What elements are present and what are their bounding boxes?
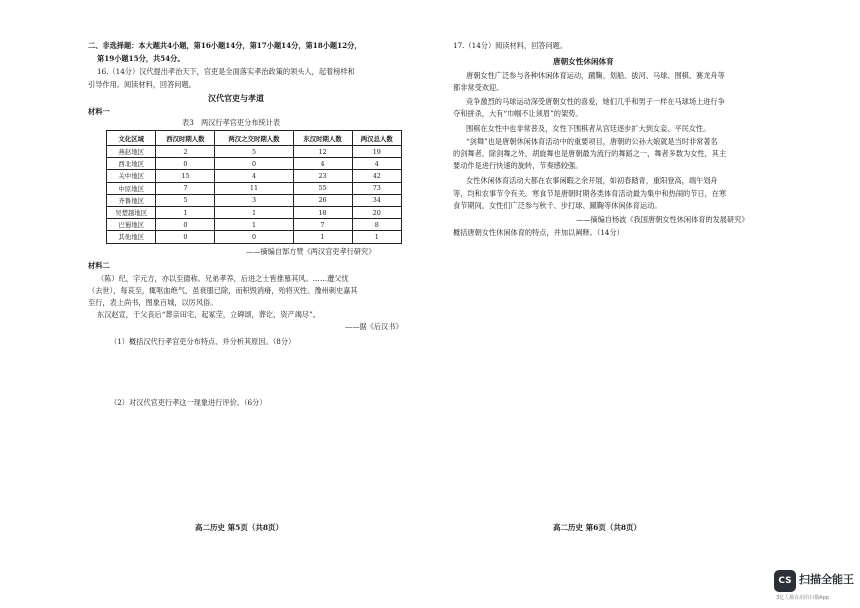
region-cell: 其他地区 — [107, 231, 156, 243]
page-footer-right: 高二历史 第6页（共8页） — [553, 523, 642, 532]
table-row — [107, 206, 402, 218]
camscanner-logo-icon: CS — [774, 570, 796, 592]
section-heading-cont: 第19小题15分，共54分。 — [97, 54, 185, 63]
table-header-cell: 东汉时期人数 — [293, 131, 352, 146]
material2-line2: （去世），每哀至，辄呕血绝气，虽衰服已除，而积毁消瘠，殆将灭性。豫州刺史嘉其 — [88, 286, 358, 295]
material2-label: 材料二 — [88, 261, 110, 270]
para2-line1: 竞争激烈的马球运动深受唐朝女性的喜爱，她们几乎和男子一样在马球场上进行争 — [466, 97, 725, 106]
region-cell: 关中地区 — [107, 170, 156, 182]
para1-line1: 唐朝女性广泛参与各种休闲体育运动，蹴鞠、划船、拔河、马球、围棋、赛龙舟等 — [466, 71, 725, 80]
para1-line2: 都非常受欢迎。 — [453, 83, 504, 92]
material2-source: ——据《后汉书》 — [345, 322, 403, 331]
question-2: （2）对汉代官吏行孝这一现象进行评价。（6分） — [110, 398, 267, 407]
value-cell: 2 — [156, 146, 215, 158]
para4-line3: 要动作是进行快速的旋转，节奏感较强。 — [453, 161, 583, 170]
value-cell: 5 — [215, 146, 293, 158]
value-cell: 1 — [215, 206, 293, 218]
value-cell: 26 — [293, 194, 352, 206]
value-cell: 4 — [352, 158, 401, 170]
right-exam-page — [430, 0, 860, 608]
region-cell: 吴楚越地区 — [107, 206, 156, 218]
value-cell: 4 — [215, 170, 293, 182]
value-cell: 18 — [293, 206, 352, 218]
table-row — [107, 146, 402, 158]
value-cell: 0 — [215, 231, 293, 243]
para4-line1: “剑舞”也是唐朝休闲体育活动中的重要项目，唐朝的公孙大娘就是当时非常著名 — [466, 137, 718, 146]
value-cell: 1 — [293, 231, 352, 243]
question-1: （1）概括汉代行孝官吏分布特点、并分析其原因。（8分） — [110, 337, 296, 346]
q16-intro-line2: 引导作用。阅读材料，回答问题。 — [88, 80, 196, 89]
value-cell: 73 — [352, 182, 401, 194]
material-title: 汉代官吏与孝道 — [208, 93, 264, 103]
para5-line2: 等，均和农事节令有关。寒食节是唐朝时期各类体育活动最为集中和热闹的节日，在寒 — [453, 189, 727, 198]
value-cell: 0 — [156, 219, 215, 231]
value-cell: 3 — [215, 194, 293, 206]
material-title-right: 唐朝女性休闲体育 — [553, 57, 614, 66]
table-header-cell: 西汉时期人数 — [156, 131, 215, 146]
value-cell: 4 — [293, 158, 352, 170]
value-cell: 1 — [156, 206, 215, 218]
region-cell: 齐鲁地区 — [107, 194, 156, 206]
value-cell: 34 — [352, 194, 401, 206]
value-cell: 42 — [352, 170, 401, 182]
value-cell: 20 — [352, 206, 401, 218]
value-cell: 12 — [293, 146, 352, 158]
table-row — [107, 219, 402, 231]
table-row — [107, 231, 402, 243]
value-cell: 1 — [215, 219, 293, 231]
material2-line4: 东汉赵宣，于父丧后“葬亲田宅，起冢茔，立碑颂，葬讫，资产竭尽”。 — [97, 310, 320, 319]
table-header-cell: 两汉总人数 — [352, 131, 401, 146]
value-cell: 8 — [352, 219, 401, 231]
table-row — [107, 194, 402, 206]
table-header-row — [107, 131, 402, 146]
para5-line1: 女性休闲体育活动大都在农事闲暇之余开展，如初春踏青，重阳登高，端午划舟 — [466, 176, 718, 185]
value-cell: 0 — [156, 158, 215, 170]
value-cell: 19 — [352, 146, 401, 158]
para2-line2: 夺和拼杀，大有“巾帼不让须眉”的架势。 — [453, 109, 583, 118]
q17-intro: 17.（14分）阅读材料，回答问题。 — [453, 41, 568, 50]
material-source-right: ——摘编自杨波《我国唐朝女性休闲体育的发展研究》 — [576, 215, 749, 224]
region-cell: 中原地区 — [107, 182, 156, 194]
region-cell: 西北地区 — [107, 158, 156, 170]
value-cell: 0 — [156, 231, 215, 243]
para3-line1: 围棋在女性中也非常普及，女性下围棋者从宫廷逐步扩大到女妾、平民女性。 — [466, 124, 711, 133]
value-cell: 7 — [293, 219, 352, 231]
value-cell: 23 — [293, 170, 352, 182]
table-row — [107, 182, 402, 194]
value-cell: 15 — [156, 170, 215, 182]
table-row — [107, 158, 402, 170]
table-header-cell: 两汉之交时期人数 — [215, 131, 293, 146]
value-cell: 11 — [215, 182, 293, 194]
material2-line3: 至行，表上尚书，图象百城，以厉风俗。 — [88, 298, 218, 307]
region-cell: 巴蜀地区 — [107, 219, 156, 231]
value-cell: 0 — [215, 158, 293, 170]
table-caption: 表3 两汉行孝官吏分布统计表 — [182, 118, 281, 127]
question-17: 概括唐朝女性休闲体育的特点，并加以阐释。（14分） — [453, 228, 624, 237]
value-cell: 1 — [352, 231, 401, 243]
distribution-table — [106, 130, 402, 244]
camscanner-name: 扫描全能王 — [799, 573, 854, 586]
value-cell: 5 — [156, 194, 215, 206]
material1-label: 材料一 — [88, 107, 110, 116]
camscanner-subtitle: 3亿人都在用的扫描App — [776, 595, 829, 601]
page-footer-left: 高二历史 第5页（共8页） — [195, 523, 284, 532]
section-heading: 二、非选择题：本大题共4小题，第16小题14分，第17小题14分，第18小题12分， — [88, 41, 362, 50]
region-cell: 燕赵地区 — [107, 146, 156, 158]
material2-line1: （陈）纪，字元方，亦以至德称。兄弟孝养，后进之士皆推慕其风。……遭父忧 — [97, 274, 349, 283]
table-header-cell: 文化区域 — [107, 131, 156, 146]
para5-line3: 食节期间，女性们广泛参与秋千、步打球、蹴鞠等休闲体育运动。 — [453, 201, 662, 210]
table-source: ——摘编自郜方赞《两汉官吏孝行研究》 — [246, 247, 376, 256]
para4-line2: 的剑舞者。除剑舞之外，胡旋舞也是唐朝最为流行的舞蹈之一，舞者多数为女性，其主 — [453, 149, 727, 158]
table-row — [107, 170, 402, 182]
q16-intro-line1: 16.（14分）汉代提出孝治天下，官吏是全面落实孝治政策的领头人，起着榜样和 — [97, 67, 355, 76]
value-cell: 55 — [293, 182, 352, 194]
value-cell: 7 — [156, 182, 215, 194]
